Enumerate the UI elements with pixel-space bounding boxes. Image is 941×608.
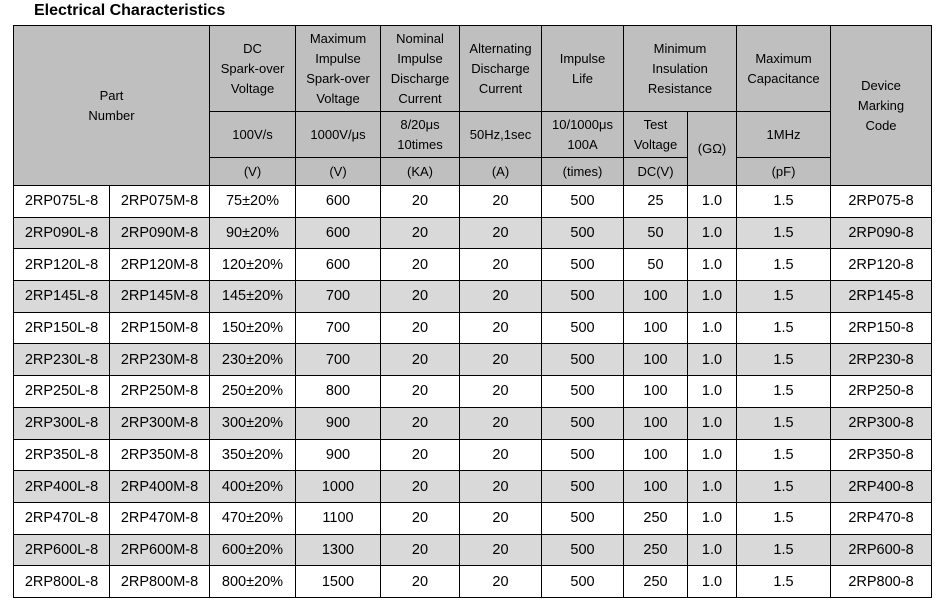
header-nominal-impulse-discharge: Nominal Impulse Discharge Current <box>381 26 460 112</box>
cell-device-marking-code: 2RP300-8 <box>831 407 932 439</box>
cell-part-number-m: 2RP145M-8 <box>110 281 210 313</box>
cell-device-marking-code: 2RP075-8 <box>831 186 932 218</box>
cell-impulse-life: 500 <box>542 502 624 534</box>
cell-part-number-l: 2RP075L-8 <box>14 186 110 218</box>
unit-test-voltage: DC(V) <box>624 158 688 186</box>
cell-max-capacitance: 1.5 <box>737 376 831 408</box>
cell-part-number-m: 2RP150M-8 <box>110 312 210 344</box>
cell-insulation-resistance: 1.0 <box>688 566 737 598</box>
cell-insulation-resistance: 1.0 <box>688 376 737 408</box>
cell-insulation-resistance: 1.0 <box>688 344 737 376</box>
cell-max-impulse-sparkover: 800 <box>296 376 381 408</box>
cell-max-capacitance: 1.5 <box>737 566 831 598</box>
cell-impulse-life: 500 <box>542 249 624 281</box>
cell-alternating-discharge: 20 <box>460 344 542 376</box>
cell-dc-sparkover: 145±20% <box>210 281 296 313</box>
cell-insulation-resistance: 1.0 <box>688 217 737 249</box>
cell-nominal-impulse-discharge: 20 <box>381 439 460 471</box>
cell-test-voltage: 25 <box>624 186 688 218</box>
cell-alternating-discharge: 20 <box>460 502 542 534</box>
cell-part-number-m: 2RP230M-8 <box>110 344 210 376</box>
section-title: Electrical Characteristics <box>34 2 226 19</box>
unit-max-impulse: (V) <box>296 158 381 186</box>
cell-test-voltage: 100 <box>624 407 688 439</box>
cell-insulation-resistance: 1.0 <box>688 281 737 313</box>
cell-device-marking-code: 2RP250-8 <box>831 376 932 408</box>
cell-max-capacitance: 1.5 <box>737 534 831 566</box>
cell-impulse-life: 500 <box>542 407 624 439</box>
cell-nominal-impulse-discharge: 20 <box>381 407 460 439</box>
unit-capacitance: (pF) <box>737 158 831 186</box>
unit-impulse-life: (times) <box>542 158 624 186</box>
cell-max-impulse-sparkover: 700 <box>296 281 381 313</box>
cell-impulse-life: 500 <box>542 344 624 376</box>
cell-test-voltage: 250 <box>624 566 688 598</box>
cell-insulation-resistance: 1.0 <box>688 534 737 566</box>
cell-insulation-resistance: 1.0 <box>688 407 737 439</box>
header-part-number: Part Number <box>14 26 210 186</box>
cell-max-capacitance: 1.5 <box>737 281 831 313</box>
cell-device-marking-code: 2RP120-8 <box>831 249 932 281</box>
header-max-impulse-sparkover: Maximum Impulse Spark-over Voltage <box>296 26 381 112</box>
cell-max-capacitance: 1.5 <box>737 249 831 281</box>
cell-insulation-resistance: 1.0 <box>688 471 737 503</box>
cell-test-voltage: 100 <box>624 312 688 344</box>
cell-nominal-impulse-discharge: 20 <box>381 344 460 376</box>
table-row <box>14 281 932 313</box>
cell-test-voltage: 100 <box>624 376 688 408</box>
cell-test-voltage: 100 <box>624 344 688 376</box>
cell-part-number-l: 2RP230L-8 <box>14 344 110 376</box>
cell-dc-sparkover: 400±20% <box>210 471 296 503</box>
condition-alternating: 50Hz,1sec <box>460 112 542 158</box>
cell-dc-sparkover: 300±20% <box>210 407 296 439</box>
cell-max-capacitance: 1.5 <box>737 312 831 344</box>
cell-part-number-l: 2RP350L-8 <box>14 439 110 471</box>
cell-alternating-discharge: 20 <box>460 312 542 344</box>
cell-nominal-impulse-discharge: 20 <box>381 281 460 313</box>
cell-dc-sparkover: 75±20% <box>210 186 296 218</box>
cell-impulse-life: 500 <box>542 217 624 249</box>
cell-max-capacitance: 1.5 <box>737 186 831 218</box>
table-row <box>14 376 932 408</box>
cell-insulation-resistance: 1.0 <box>688 502 737 534</box>
cell-nominal-impulse-discharge: 20 <box>381 534 460 566</box>
table-row <box>14 344 932 376</box>
cell-part-number-l: 2RP120L-8 <box>14 249 110 281</box>
cell-alternating-discharge: 20 <box>460 566 542 598</box>
cell-nominal-impulse-discharge: 20 <box>381 312 460 344</box>
cell-part-number-l: 2RP250L-8 <box>14 376 110 408</box>
cell-alternating-discharge: 20 <box>460 249 542 281</box>
cell-part-number-l: 2RP300L-8 <box>14 407 110 439</box>
cell-impulse-life: 500 <box>542 439 624 471</box>
cell-device-marking-code: 2RP150-8 <box>831 312 932 344</box>
cell-test-voltage: 100 <box>624 471 688 503</box>
cell-max-impulse-sparkover: 600 <box>296 249 381 281</box>
cell-dc-sparkover: 600±20% <box>210 534 296 566</box>
cell-device-marking-code: 2RP400-8 <box>831 471 932 503</box>
cell-part-number-l: 2RP600L-8 <box>14 534 110 566</box>
table-body <box>14 186 932 598</box>
cell-max-impulse-sparkover: 900 <box>296 407 381 439</box>
cell-part-number-l: 2RP800L-8 <box>14 566 110 598</box>
cell-part-number-m: 2RP800M-8 <box>110 566 210 598</box>
table-row <box>14 249 932 281</box>
cell-test-voltage: 100 <box>624 439 688 471</box>
table-row <box>14 217 932 249</box>
cell-nominal-impulse-discharge: 20 <box>381 186 460 218</box>
cell-nominal-impulse-discharge: 20 <box>381 249 460 281</box>
cell-part-number-m: 2RP075M-8 <box>110 186 210 218</box>
condition-capacitance: 1MHz <box>737 112 831 158</box>
cell-insulation-resistance: 1.0 <box>688 186 737 218</box>
cell-alternating-discharge: 20 <box>460 186 542 218</box>
cell-alternating-discharge: 20 <box>460 407 542 439</box>
cell-test-voltage: 50 <box>624 249 688 281</box>
cell-nominal-impulse-discharge: 20 <box>381 376 460 408</box>
cell-alternating-discharge: 20 <box>460 471 542 503</box>
cell-part-number-m: 2RP600M-8 <box>110 534 210 566</box>
cell-part-number-l: 2RP090L-8 <box>14 217 110 249</box>
table-row <box>14 312 932 344</box>
cell-max-impulse-sparkover: 700 <box>296 344 381 376</box>
cell-alternating-discharge: 20 <box>460 281 542 313</box>
cell-device-marking-code: 2RP090-8 <box>831 217 932 249</box>
cell-part-number-l: 2RP150L-8 <box>14 312 110 344</box>
table-header <box>14 26 932 186</box>
electrical-characteristics-table <box>13 25 932 598</box>
cell-max-impulse-sparkover: 1500 <box>296 566 381 598</box>
cell-max-capacitance: 1.5 <box>737 471 831 503</box>
condition-nominal-impulse: 8/20μs 10times <box>381 112 460 158</box>
cell-test-voltage: 100 <box>624 281 688 313</box>
cell-dc-sparkover: 230±20% <box>210 344 296 376</box>
cell-impulse-life: 500 <box>542 471 624 503</box>
table-row <box>14 471 932 503</box>
cell-dc-sparkover: 250±20% <box>210 376 296 408</box>
cell-nominal-impulse-discharge: 20 <box>381 566 460 598</box>
cell-max-impulse-sparkover: 900 <box>296 439 381 471</box>
condition-max-impulse: 1000V/μs <box>296 112 381 158</box>
cell-part-number-m: 2RP400M-8 <box>110 471 210 503</box>
condition-test-voltage: Test Voltage <box>624 112 688 158</box>
cell-alternating-discharge: 20 <box>460 376 542 408</box>
cell-impulse-life: 500 <box>542 566 624 598</box>
cell-part-number-m: 2RP120M-8 <box>110 249 210 281</box>
cell-part-number-m: 2RP470M-8 <box>110 502 210 534</box>
condition-dc-sparkover: 100V/s <box>210 112 296 158</box>
cell-nominal-impulse-discharge: 20 <box>381 217 460 249</box>
cell-impulse-life: 500 <box>542 376 624 408</box>
cell-device-marking-code: 2RP470-8 <box>831 502 932 534</box>
table-row <box>14 439 932 471</box>
cell-device-marking-code: 2RP800-8 <box>831 566 932 598</box>
table-row <box>14 186 932 218</box>
table-row <box>14 566 932 598</box>
cell-test-voltage: 50 <box>624 217 688 249</box>
cell-part-number-m: 2RP300M-8 <box>110 407 210 439</box>
cell-dc-sparkover: 350±20% <box>210 439 296 471</box>
cell-max-impulse-sparkover: 600 <box>296 217 381 249</box>
cell-dc-sparkover: 90±20% <box>210 217 296 249</box>
condition-impulse-life: 10/1000μs 100A <box>542 112 624 158</box>
cell-max-impulse-sparkover: 1000 <box>296 471 381 503</box>
cell-max-impulse-sparkover: 1100 <box>296 502 381 534</box>
header-min-insulation: Minimum Insulation Resistance <box>624 26 737 112</box>
cell-alternating-discharge: 20 <box>460 217 542 249</box>
table-row <box>14 407 932 439</box>
cell-max-capacitance: 1.5 <box>737 407 831 439</box>
header-device-marking: Device Marking Code <box>831 26 932 186</box>
cell-part-number-l: 2RP400L-8 <box>14 471 110 503</box>
cell-max-impulse-sparkover: 700 <box>296 312 381 344</box>
cell-device-marking-code: 2RP350-8 <box>831 439 932 471</box>
header-dc-sparkover: DC Spark-over Voltage <box>210 26 296 112</box>
header-impulse-life: Impulse Life <box>542 26 624 112</box>
cell-test-voltage: 250 <box>624 534 688 566</box>
cell-dc-sparkover: 150±20% <box>210 312 296 344</box>
cell-alternating-discharge: 20 <box>460 439 542 471</box>
cell-test-voltage: 250 <box>624 502 688 534</box>
cell-device-marking-code: 2RP230-8 <box>831 344 932 376</box>
cell-impulse-life: 500 <box>542 534 624 566</box>
cell-impulse-life: 500 <box>542 186 624 218</box>
cell-max-capacitance: 1.5 <box>737 502 831 534</box>
cell-impulse-life: 500 <box>542 281 624 313</box>
cell-nominal-impulse-discharge: 20 <box>381 471 460 503</box>
cell-max-capacitance: 1.5 <box>737 217 831 249</box>
cell-nominal-impulse-discharge: 20 <box>381 502 460 534</box>
cell-part-number-m: 2RP250M-8 <box>110 376 210 408</box>
unit-dc-sparkover: (V) <box>210 158 296 186</box>
header-alternating-discharge: Alternating Discharge Current <box>460 26 542 112</box>
cell-device-marking-code: 2RP600-8 <box>831 534 932 566</box>
cell-part-number-m: 2RP090M-8 <box>110 217 210 249</box>
table-row <box>14 502 932 534</box>
unit-nominal-impulse: (KA) <box>381 158 460 186</box>
cell-part-number-l: 2RP470L-8 <box>14 502 110 534</box>
cell-part-number-m: 2RP350M-8 <box>110 439 210 471</box>
header-max-capacitance: Maximum Capacitance <box>737 26 831 112</box>
unit-insulation: (GΩ) <box>688 112 737 186</box>
cell-dc-sparkover: 120±20% <box>210 249 296 281</box>
cell-max-capacitance: 1.5 <box>737 344 831 376</box>
table-row <box>14 534 932 566</box>
cell-max-capacitance: 1.5 <box>737 439 831 471</box>
cell-impulse-life: 500 <box>542 312 624 344</box>
cell-max-impulse-sparkover: 600 <box>296 186 381 218</box>
cell-insulation-resistance: 1.0 <box>688 249 737 281</box>
cell-device-marking-code: 2RP145-8 <box>831 281 932 313</box>
unit-alternating: (A) <box>460 158 542 186</box>
cell-dc-sparkover: 470±20% <box>210 502 296 534</box>
cell-insulation-resistance: 1.0 <box>688 439 737 471</box>
cell-part-number-l: 2RP145L-8 <box>14 281 110 313</box>
cell-dc-sparkover: 800±20% <box>210 566 296 598</box>
cell-max-impulse-sparkover: 1300 <box>296 534 381 566</box>
cell-alternating-discharge: 20 <box>460 534 542 566</box>
cell-insulation-resistance: 1.0 <box>688 312 737 344</box>
